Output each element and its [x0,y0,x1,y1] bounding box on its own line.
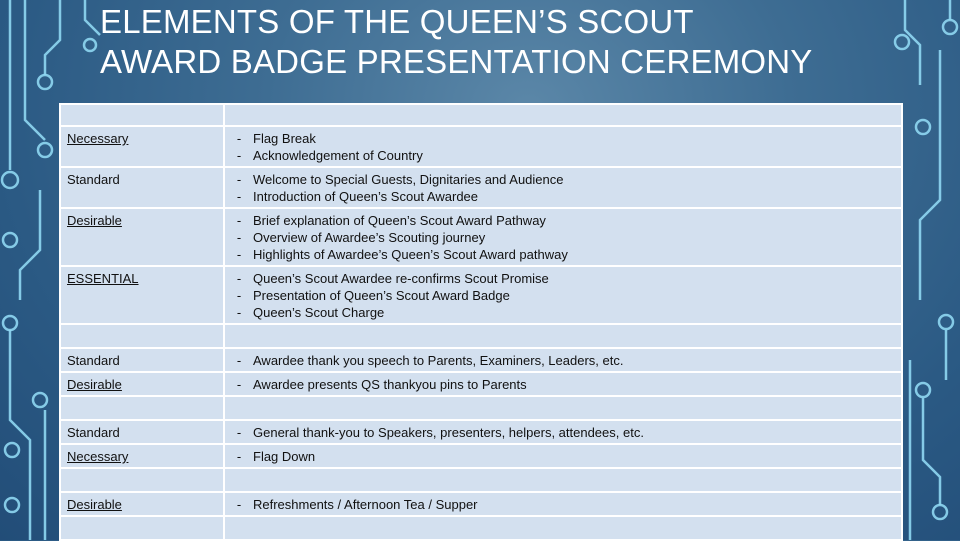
element-cell [224,208,902,266]
element-cell [224,372,902,396]
bullet-dash: - [236,377,242,392]
bullet-dash: - [236,131,242,146]
element-cell [224,266,902,324]
ceremony-elements-table [59,103,903,541]
priority-label: Desirable [67,497,122,512]
bullet-dash: - [236,148,242,163]
empty-cell [60,324,224,348]
element-item [225,352,895,369]
bullet-dash: - [236,230,242,245]
slide-title: ELEMENTS OF THE QUEEN’S SCOUT AWARD BADGE PRESENTATION CEREMONY [100,3,813,80]
element-item [225,229,895,246]
element-text: Introduction of Queen’s Scout Awardee [253,189,479,204]
element-item [225,147,895,164]
priority-label: Necessary [67,131,129,146]
priority-cell [60,420,224,444]
priority-cell [60,167,224,208]
element-item [225,212,895,229]
element-text: Awardee thank you speech to Parents, Examiners, Leaders, etc. [253,353,624,368]
element-item [225,304,895,321]
element-text: Welcome to Special Guests, Dignitaries and Audience [253,172,564,187]
empty-cell [60,516,224,540]
empty-cell [60,468,224,492]
element-text: Highlights of Awardee’s Queen’s Scout Award pathway [253,247,568,262]
priority-cell [60,372,224,396]
priority-cell [60,126,224,167]
element-cell [224,444,902,468]
bullet-dash: - [236,497,242,512]
bullet-dash: - [236,353,242,368]
element-item [225,424,895,441]
table-row [60,126,902,167]
element-item [225,188,895,205]
element-cell [224,126,902,167]
bullet-dash: - [236,189,242,204]
priority-label: ESSENTIAL [67,271,139,286]
priority-cell [60,492,224,516]
priority-label: Desirable [67,377,122,392]
priority-label: Desirable [67,213,122,228]
bullet-dash: - [236,247,242,262]
bullet-dash: - [236,288,242,303]
table-row [60,492,902,516]
header-cell [224,104,902,126]
element-text: Overview of Awardee’s Scouting journey [253,230,486,245]
priority-label: Standard [67,353,120,368]
element-item [225,171,895,188]
priority-label: Standard [67,425,120,440]
spacer-row [60,468,902,492]
bullet-dash: - [236,305,242,320]
element-text: Flag Down [253,449,316,464]
element-item [225,130,895,147]
priority-label: Necessary [67,449,129,464]
header-cell [60,104,224,126]
element-text: Queen’s Scout Charge [253,305,385,320]
element-item [225,496,895,513]
element-item [225,376,895,393]
bullet-dash: - [236,172,242,187]
element-text: Flag Break [253,131,316,146]
element-text: General thank-you to Speakers, presenters, helpers, attendees, etc. [253,425,644,440]
element-text: Presentation of Queen’s Scout Award Badge [253,288,510,303]
table-row [60,208,902,266]
table-row [60,372,902,396]
priority-cell [60,208,224,266]
priority-cell [60,266,224,324]
element-cell [224,420,902,444]
table-row [60,266,902,324]
element-item [225,448,895,465]
priority-cell [60,444,224,468]
spacer-row [60,324,902,348]
priority-label: Standard [67,172,120,187]
element-cell [224,167,902,208]
table-row [60,420,902,444]
element-cell [224,492,902,516]
bullet-dash: - [236,271,242,286]
bullet-dash: - [236,449,242,464]
bullet-dash: - [236,425,242,440]
element-cell [224,348,902,372]
empty-cell [224,396,902,420]
priority-cell [60,348,224,372]
empty-cell [224,516,902,540]
table-row [60,444,902,468]
element-item [225,270,895,287]
table-row [60,167,902,208]
table-row [60,348,902,372]
element-text: Awardee presents QS thankyou pins to Parents [253,377,527,392]
spacer-row [60,396,902,420]
spacer-row [60,516,902,540]
element-text: Acknowledgement of Country [253,148,423,163]
table-header-row [60,104,902,126]
element-text: Refreshments / Afternoon Tea / Supper [253,497,478,512]
element-text: Brief explanation of Queen’s Scout Award Pathway [253,213,546,228]
element-text: Queen’s Scout Awardee re-confirms Scout Promise [253,271,549,286]
empty-cell [60,396,224,420]
element-item [225,287,895,304]
element-item [225,246,895,263]
bullet-dash: - [236,213,242,228]
empty-cell [224,468,902,492]
empty-cell [224,324,902,348]
